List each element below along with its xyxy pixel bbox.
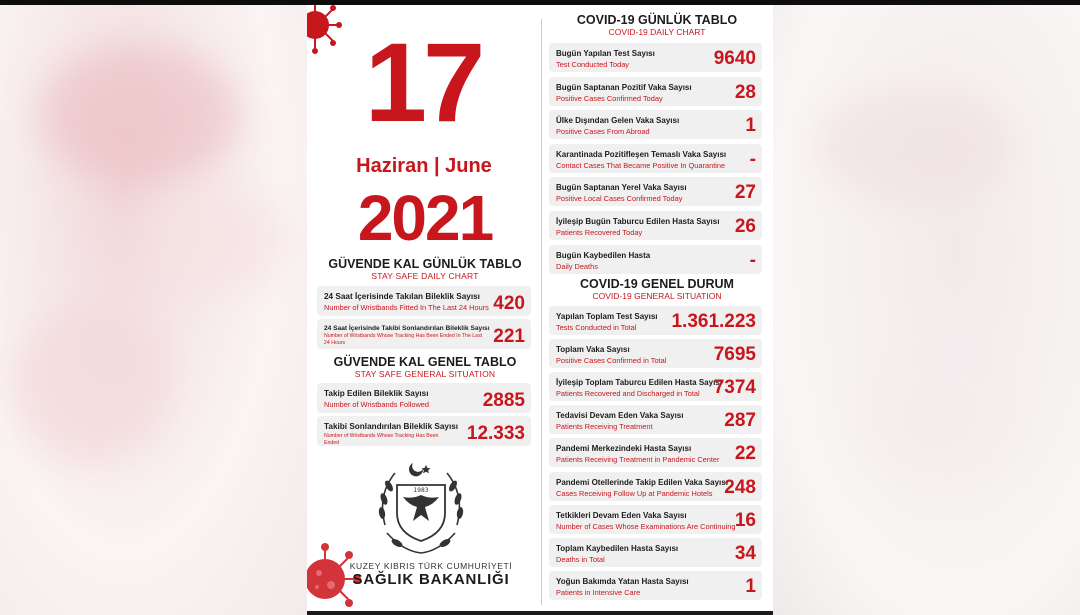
stat-value: 7695 xyxy=(713,344,756,366)
stat-row xyxy=(549,144,762,173)
covid-general-title: COVID-19 GENEL DURUM xyxy=(580,277,734,291)
ministry-name: SAĞLIK BAKANLIĞI xyxy=(352,571,510,588)
stat-label-tr: Tedavisi Devam Eden Vaka Sayısı xyxy=(556,411,684,421)
stat-label-en: Number of Wristbands Whose Tracking Has Been Ended xyxy=(324,433,439,446)
stat-label-en: Positive Cases Confirmed in Total xyxy=(556,356,667,366)
stat-value: - xyxy=(749,148,756,170)
stat-label-tr: Pandemi Merkezindeki Hasta Sayısı xyxy=(556,444,692,454)
stat-value: 7374 xyxy=(713,377,756,399)
stat-value: 34 xyxy=(734,542,756,564)
stay-safe-general-title: GÜVENDE KAL GENEL TABLO xyxy=(333,355,517,369)
stat-value: 12.333 xyxy=(466,423,525,444)
stat-label-tr: Tetkikleri Devam Eden Vaka Sayısı xyxy=(556,510,687,520)
stat-label-tr: Bugün Saptanan Pozitif Vaka Sayısı xyxy=(556,82,692,92)
ministry-emblem-icon xyxy=(373,455,469,559)
stat-row xyxy=(549,211,762,240)
stat-row xyxy=(549,43,762,72)
stat-label-tr: Yapılan Toplam Test Sayısı xyxy=(556,312,658,321)
stat-label-en: Test Conducted Today xyxy=(556,60,629,69)
stat-row xyxy=(549,405,762,434)
stat-label-en: Positive Cases From Abroad xyxy=(556,127,650,137)
stat-row xyxy=(317,319,531,349)
stat-label-en: Tests Conducted in Total xyxy=(556,323,637,332)
stat-label-en: Number of Wristbands Whose Tracking Has Been Ended In The Last 24 Hours xyxy=(324,333,483,346)
stat-label-tr: Takip Edilen Bileklik Sayısı xyxy=(324,389,429,398)
stat-row xyxy=(549,306,762,335)
stat-value: 1 xyxy=(745,575,756,597)
stat-row xyxy=(317,383,531,413)
stat-label-tr: 24 Saat İçerisinde Takılan Bileklik Sayısı xyxy=(324,292,480,301)
stat-label-en: Deaths in Total xyxy=(556,554,605,564)
stay-safe-daily-subtitle: STAY SAFE DAILY CHART xyxy=(371,271,479,281)
covid-bulletin-poster xyxy=(307,5,773,611)
stat-label-tr: Takibi Sonlandırılan Bileklik Sayısı xyxy=(324,422,459,431)
stat-value: 16 xyxy=(734,509,756,531)
stat-label-tr: Bugün Saptanan Yerel Vaka Sayısı xyxy=(556,183,687,193)
stat-value: 27 xyxy=(734,182,756,204)
stat-label-en: Number of Wristbands Fitted In The Last 24 Hours xyxy=(324,303,489,312)
stat-value: - xyxy=(749,249,756,271)
stat-value: 26 xyxy=(734,216,756,237)
stat-label-tr: Toplam Kaybedilen Hasta Sayısı xyxy=(556,543,679,553)
stat-label-tr: 24 Saat İçerisinde Takibi Sonlandırılan Bileklik Sayısı xyxy=(324,325,490,332)
stat-label-en: Positive Cases Confirmed Today xyxy=(556,93,663,103)
stat-value: 1 xyxy=(745,115,756,137)
stat-label-en: Cases Receiving Follow Up at Pandemic Hotels xyxy=(556,488,713,498)
stat-label-tr: Pandemi Otellerinde Takip Edilen Vaka Sayısı xyxy=(556,477,728,487)
stat-label-en: Number of Cases Whose Examinations Are Continuing xyxy=(556,521,736,531)
stat-value: 420 xyxy=(493,293,525,314)
stat-value: 287 xyxy=(724,410,756,432)
stat-label-en: Contact Cases That Became Positive In Quarantine xyxy=(556,160,726,170)
covid-daily-subtitle: COVID-19 DAILY CHART xyxy=(608,27,706,37)
stat-value: 1.361.223 xyxy=(671,311,756,332)
stay-safe-daily-title: GÜVENDE KAL GÜNLÜK TABLO xyxy=(328,257,522,271)
stat-label-en: Patients in Intensive Care xyxy=(556,587,641,597)
ministry-country: KUZEY KIBRIS TÜRK CUMHURİYETİ xyxy=(349,561,513,571)
stat-row xyxy=(549,245,762,274)
stat-label-en: Number of Wristbands Followed xyxy=(324,400,430,409)
stat-row xyxy=(549,571,762,600)
stay-safe-general-subtitle: STAY SAFE GENERAL SITUATION xyxy=(354,369,496,379)
background-left xyxy=(0,5,307,615)
stat-label-tr: Bugün Yapılan Test Sayısı xyxy=(556,49,655,58)
covid-general-subtitle: COVID-19 GENERAL SITUATION xyxy=(592,291,722,301)
stat-label-tr: Yoğun Bakımda Yatan Hasta Sayısı xyxy=(556,576,689,586)
background-right xyxy=(773,5,1080,615)
stat-row xyxy=(549,438,762,467)
stat-label-tr: İyileşip Bugün Taburcu Edilen Hasta Sayısı xyxy=(556,217,720,226)
stat-label-tr: Bugün Kaybedilen Hasta xyxy=(556,250,651,260)
covid-daily-title: COVID-19 GÜNLÜK TABLO xyxy=(576,13,738,27)
stat-label-en: Positive Local Cases Confirmed Today xyxy=(556,194,683,204)
stat-row xyxy=(549,110,762,139)
emblem-year: 1983 xyxy=(413,487,429,494)
stat-label-en: Daily Deaths xyxy=(556,261,598,271)
stat-value: 28 xyxy=(734,81,756,103)
stat-row xyxy=(549,372,762,401)
stat-label-en: Patients Recovered and Discharged in Total xyxy=(556,389,700,399)
stat-label-tr: Ülke Dışından Gelen Vaka Sayısı xyxy=(556,116,680,126)
stat-label-en: Patients Receiving Treatment xyxy=(556,422,653,432)
stat-label-tr: Toplam Vaka Sayısı xyxy=(556,345,630,355)
stat-row xyxy=(549,77,762,106)
stat-row xyxy=(549,177,762,206)
stat-label-en: Patients Receiving Treatment in Pandemic Center xyxy=(556,455,720,465)
stat-label-tr: Karantinada Pozitifleşen Temaslı Vaka Sayısı xyxy=(556,149,727,159)
date-day: 17 xyxy=(364,20,482,145)
date-year: 2021 xyxy=(357,182,493,254)
stat-value: 248 xyxy=(724,476,756,498)
virus-icon xyxy=(307,5,349,67)
stat-row xyxy=(317,416,531,446)
stat-row xyxy=(317,286,531,316)
stat-row xyxy=(549,472,762,501)
stat-value: 9640 xyxy=(713,48,756,69)
column-divider xyxy=(541,19,542,605)
stat-row xyxy=(549,339,762,368)
stat-value: 2885 xyxy=(482,390,525,411)
stat-value: 22 xyxy=(734,443,756,465)
stat-label-en: Patients Recovered Today xyxy=(556,228,643,237)
stat-row xyxy=(549,538,762,567)
stat-value: 221 xyxy=(493,326,525,347)
stat-row xyxy=(549,505,762,534)
date-month: Haziran | June xyxy=(356,155,492,177)
stat-label-tr: İyileşip Toplam Taburcu Edilen Hasta Sayısı xyxy=(556,378,722,388)
